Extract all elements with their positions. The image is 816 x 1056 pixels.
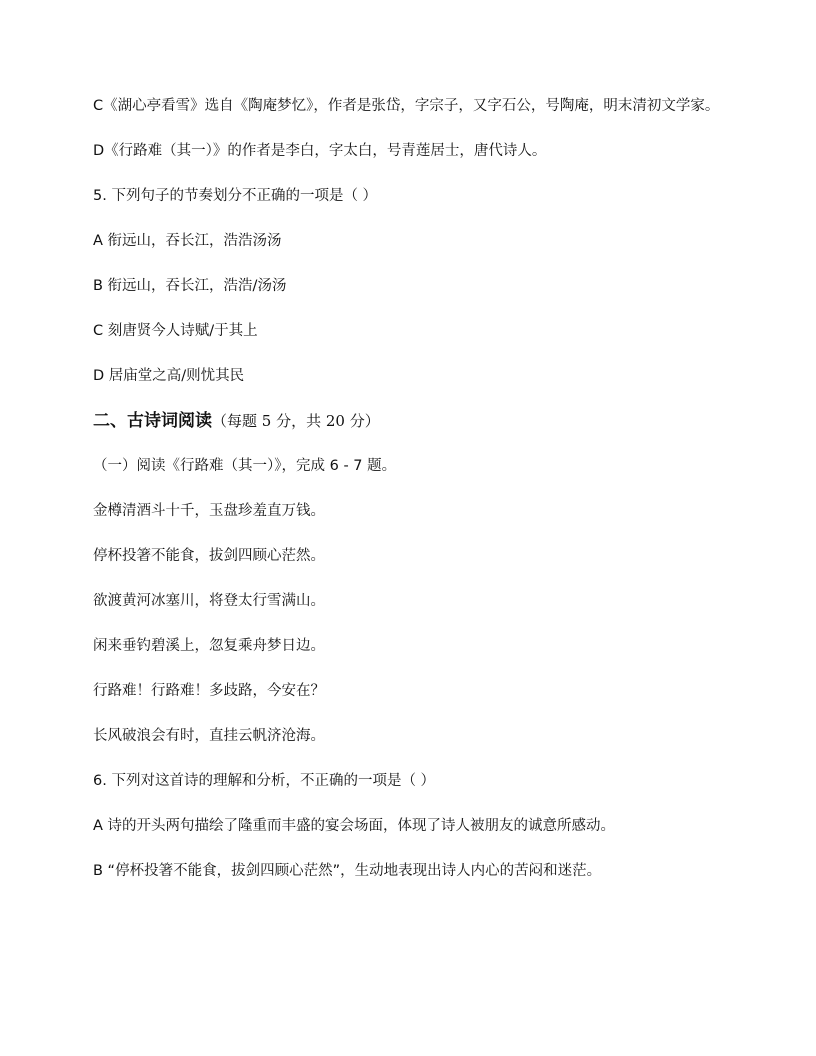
poem-line: 停杯投箸不能食，拔剑四顾心茫然。 xyxy=(93,548,325,564)
q5-stem: 5. 下列句子的节奏划分不正确的一项是（ ） xyxy=(93,188,378,204)
poem-line: 行路难！行路难！多歧路，今安在？ xyxy=(93,683,325,699)
poem-line: 金樽清酒斗十千，玉盘珍羞直万钱。 xyxy=(93,503,325,519)
spacer xyxy=(93,660,733,677)
spacer xyxy=(93,750,733,767)
spacer xyxy=(93,795,733,812)
spacer xyxy=(93,480,733,497)
q5-option-c: C 刻唐贤今人诗赋/于其上 xyxy=(93,323,258,339)
q6-stem: 6. 下列对这首诗的理解和分析，不正确的一项是（ ） xyxy=(93,773,436,789)
poem-line: 闲来垂钓碧溪上，忽复乘舟梦日边。 xyxy=(93,638,325,654)
spacer xyxy=(93,255,733,272)
spacer xyxy=(93,300,733,317)
spacer xyxy=(93,525,733,542)
spacer xyxy=(93,705,733,722)
spacer xyxy=(93,120,733,137)
q4-option-c: C《湖心亭看雪》选自《陶庵梦忆》，作者是张岱，字宗子，又字石公，号陶庵，明末清初文学家。 xyxy=(93,98,720,114)
reading-intro: （一）阅读《行路难（其一）》，完成 6 - 7 题。 xyxy=(93,458,397,474)
document-page xyxy=(93,92,733,885)
q6-option-b: B “停杯投箸不能食，拔剑四顾心茫然”，生动地表现出诗人内心的苦闷和迷茫。 xyxy=(93,863,602,879)
spacer xyxy=(93,210,733,227)
poem-line: 欲渡黄河冰塞川，将登太行雪满山。 xyxy=(93,593,325,609)
section-score-note: （每题 5 分，共 20 分） xyxy=(212,412,380,430)
q5-option-d: D 居庙堂之高/则忧其民 xyxy=(93,368,245,384)
section-heading xyxy=(93,406,733,436)
spacer xyxy=(93,570,733,587)
q5-option-b: B 衔远山，吞长江，浩浩/汤汤 xyxy=(93,278,287,294)
spacer xyxy=(93,165,733,182)
spacer xyxy=(93,436,733,452)
spacer xyxy=(93,840,733,857)
section-title: 二、古诗词阅读 xyxy=(93,411,212,431)
spacer xyxy=(93,615,733,632)
q6-option-a: A 诗的开头两句描绘了隆重而丰盛的宴会场面，体现了诗人被朋友的诚意所感动。 xyxy=(93,818,616,834)
poem-line: 长风破浪会有时，直挂云帆济沧海。 xyxy=(93,728,325,744)
q4-option-d: D《行路难（其一）》的作者是李白，字太白，号青莲居士，唐代诗人。 xyxy=(93,143,547,159)
spacer xyxy=(93,390,733,406)
q5-option-a: A 衔远山，吞长江，浩浩汤汤 xyxy=(93,233,282,249)
spacer xyxy=(93,345,733,362)
